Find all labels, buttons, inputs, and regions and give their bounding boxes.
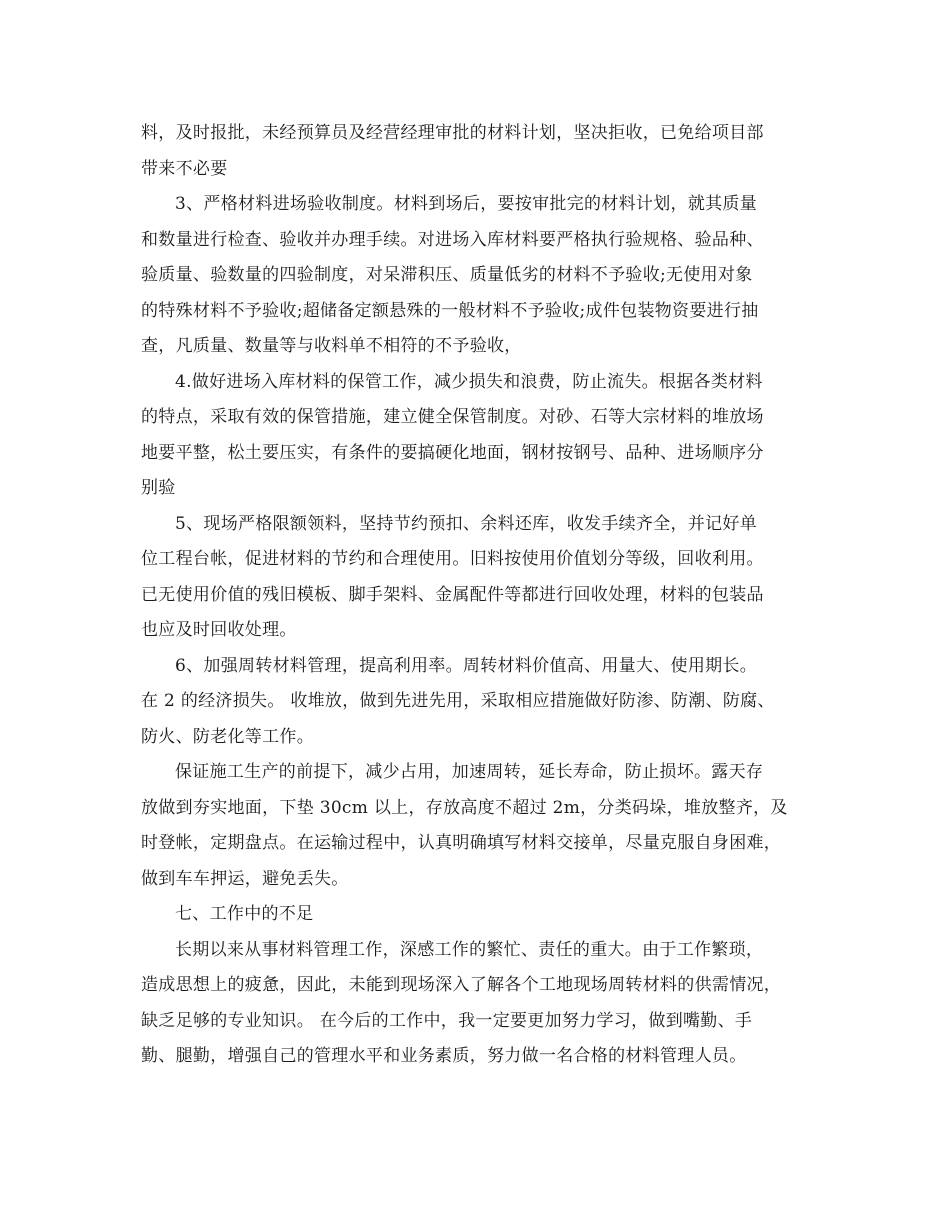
- text-line: 时登帐，定期盘点。在运输过程中，认真明确填写材料交接单，尽量克服自身困难，: [141, 833, 782, 853]
- text-line: 长期以来从事材料管理工作，深感工作的繁忙、责任的重大。由于工作繁琐，: [175, 939, 764, 960]
- text-line: 的特殊材料不予验收;超储备定额悬殊的一般材料不予验收;成件包装物资要进行抽: [141, 300, 759, 321]
- text-line: 料，及时报批，未经预算员及经营经理审批的材料计划，坚决拒收，已免给项目部: [141, 123, 764, 143]
- text-line: 地要平整，松土要压实，有条件的要搞硬化地面，钢材按钢号、品种、进场顺序分: [141, 442, 764, 463]
- text-line: 和数量进行检查、验收并办理手续。对进场入库材料要严格执行验规格、验品种、: [141, 229, 764, 250]
- text-line: 已无使用价值的残旧模板、脚手架料、金属配件等都进行回收处理，材料的包装品: [141, 584, 764, 605]
- text-line: 查，凡质量、数量等与收料单不相符的不予验收，: [141, 336, 522, 356]
- text-line: 保证施工生产的前提下，减少占用，加速周转，延长寿命，防止损坏。露天存: [175, 762, 764, 782]
- text-line: 勤、腿勤，增强自己的管理水平和业务素质，努力做一名合格的材料管理人员。: [141, 1046, 747, 1066]
- text-line: 位工程台帐，促进材料的节约和合理使用。旧料按使用价值划分等级，回收利用。: [141, 549, 764, 569]
- text-line: 做到车车押运，避免丢失。: [141, 868, 349, 889]
- text-line: 6、加强周转材料管理，提高利用率。周转材料价值高、用量大、使用期长。: [175, 655, 758, 676]
- text-line: 放做到夯实地面，下垫 30cm 以上，存放高度不超过 2m，分类码垛，堆放整齐，及: [141, 797, 788, 818]
- text-line: 带来不必要: [141, 158, 228, 179]
- text-line: 验质量、验数量的四验制度，对呆滞积压、质量低劣的材料不予验收;无使用对象: [141, 265, 753, 285]
- text-line: 缺乏足够的专业知识。 在今后的工作中，我一定要更加努力学习，做到嘴勤、手: [141, 1010, 753, 1031]
- text-line: 在 2 的经济损失。 收堆放，做到先进先用，采取相应措施做好防渗、防潮、防腐、: [141, 691, 775, 711]
- text-line: 别验: [141, 478, 176, 498]
- text-line: 也应及时回收处理。: [141, 620, 297, 640]
- text-line: 3、严格材料进场验收制度。材料到场后，要按审批完的材料计划，就其质量: [175, 194, 758, 214]
- text-line: 防火、防老化等工作。: [141, 726, 314, 747]
- text-line: 5、现场严格限额领料，坚持节约预扣、余料还库，收发手续齐全，并记好单: [175, 513, 758, 534]
- document-body: [141, 116, 821, 1075]
- text-line: 七、工作中的不足: [175, 904, 314, 924]
- text-line: 造成思想上的疲惫，因此，未能到现场深入了解各个工地现场周转材料的供需情况，: [141, 975, 782, 995]
- text-line: 的特点，采取有效的保管措施，建立健全保管制度。对砂、石等大宗材料的堆放场: [141, 407, 764, 427]
- text-line: 4.做好进场入库材料的保管工作，减少损失和浪费，防止流失。根据各类材料: [175, 371, 763, 392]
